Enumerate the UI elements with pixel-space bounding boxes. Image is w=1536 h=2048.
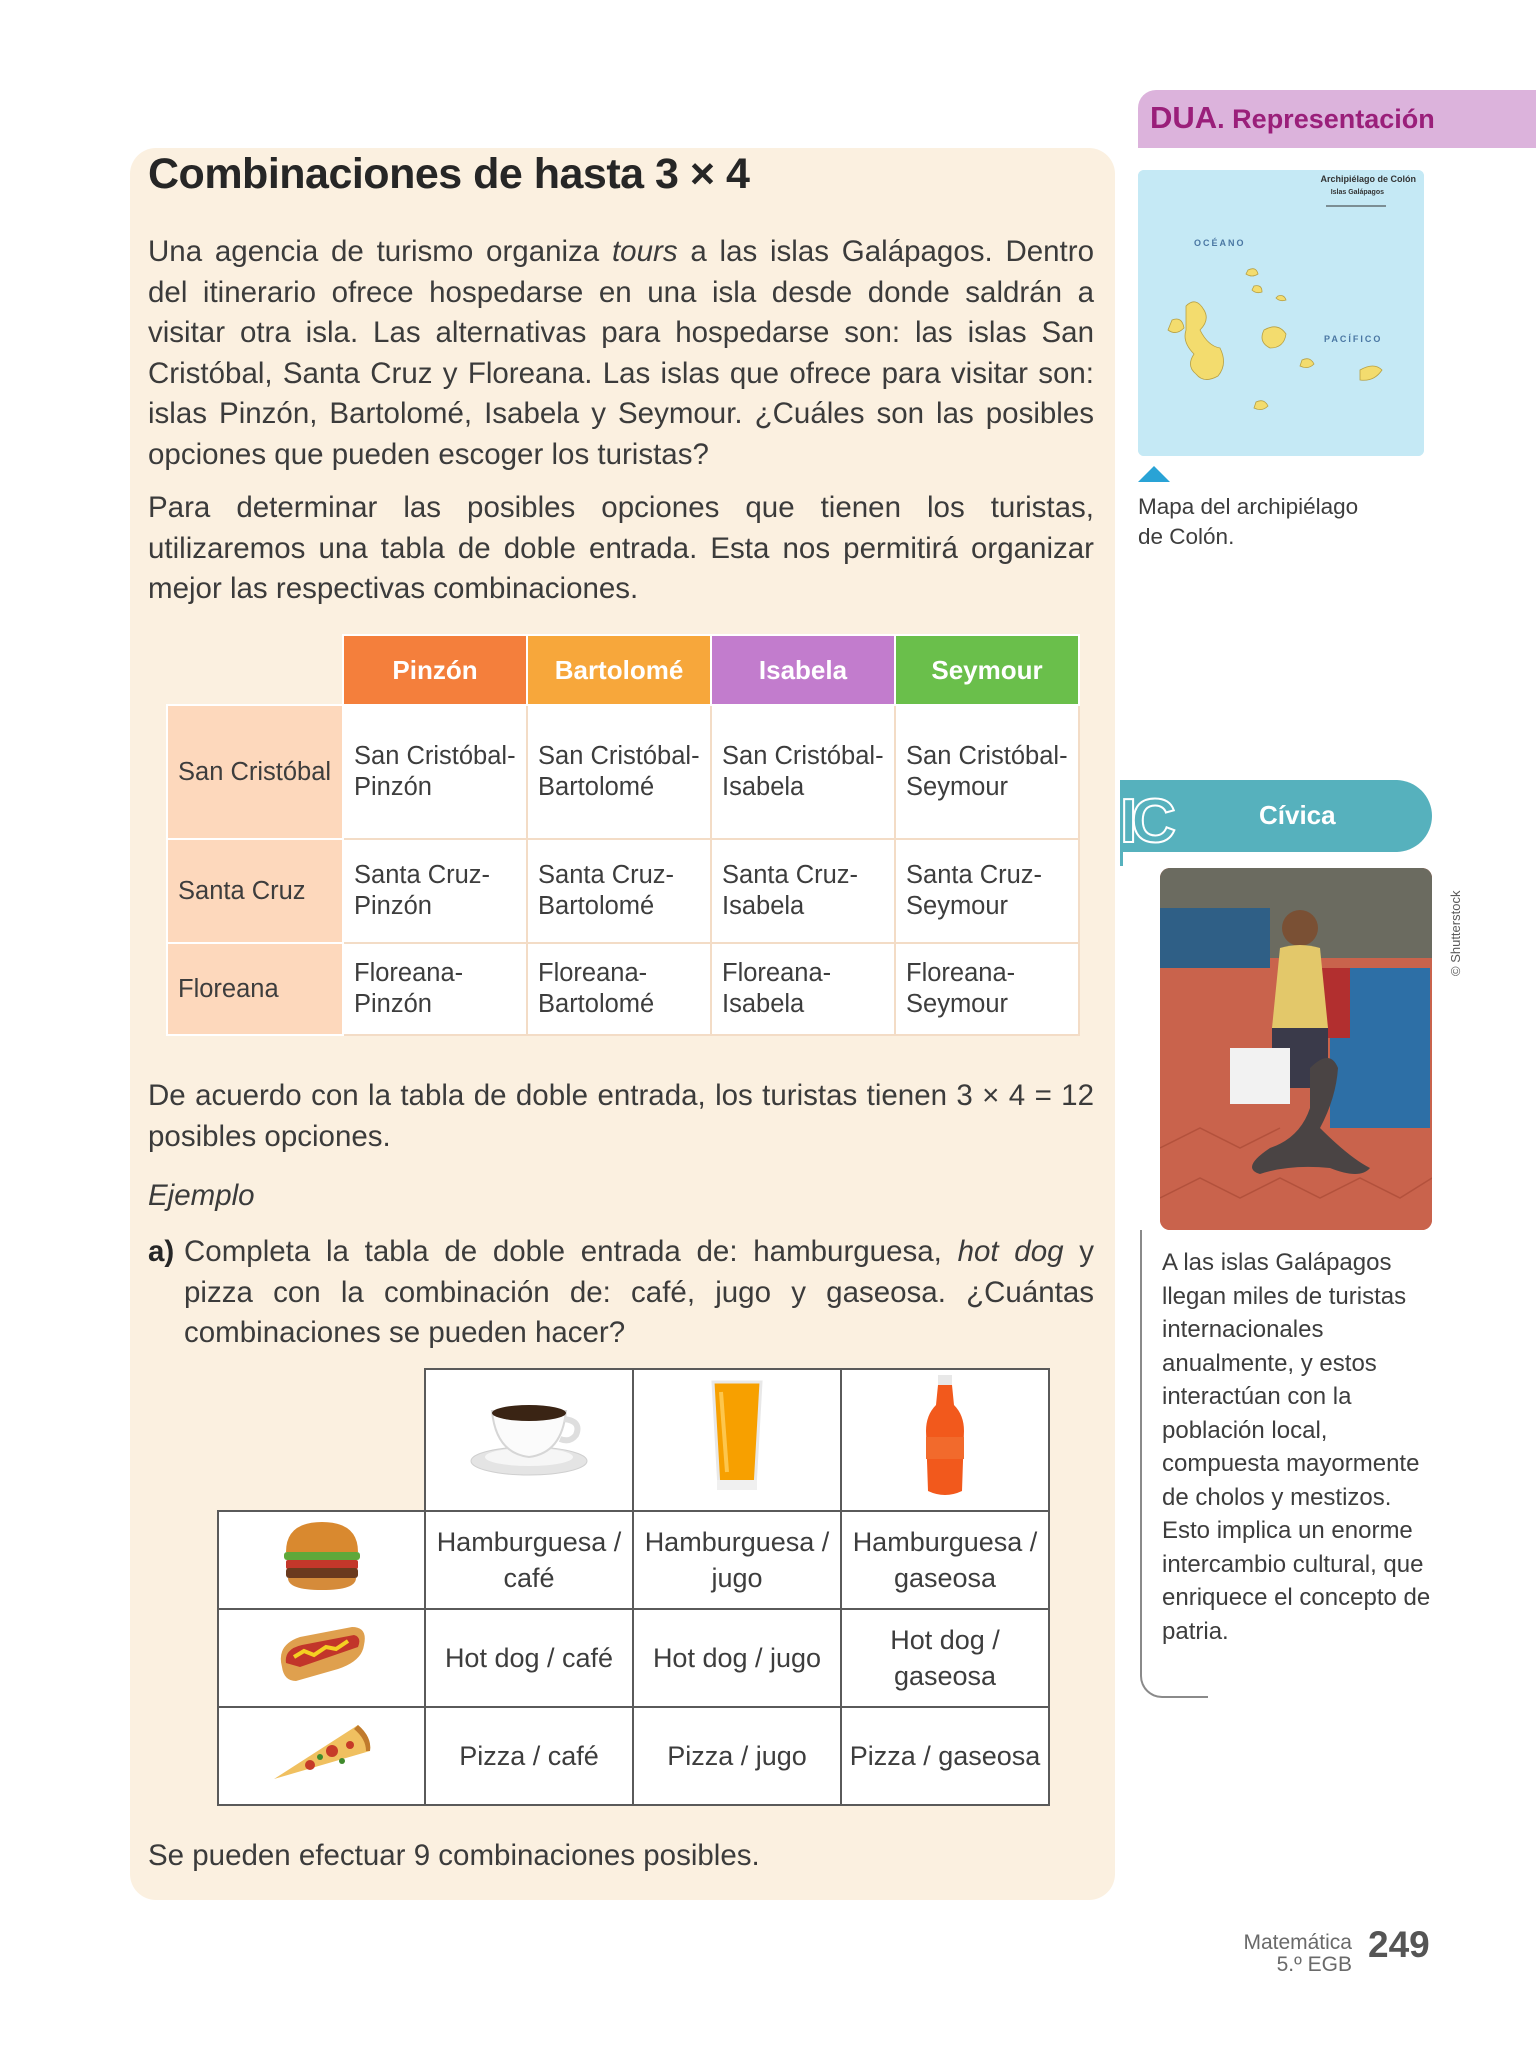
col-header-pinzon: Pinzón [343,635,527,705]
dua-label: DUA. Representación [1150,100,1435,135]
table-cell: Pizza / gaseosa [841,1707,1049,1805]
table-cell: San Cristóbal-Seymour [895,705,1079,839]
food-table [217,1368,1050,1806]
soda-bottle-icon [841,1369,1049,1511]
map-title: Archipiélago de Colón [1320,174,1416,184]
col-header-bartolome: Bartolomé [527,635,711,705]
conclusion-paragraph: Se pueden efectuar 9 combinaciones posibles. [148,1839,760,1872]
table-cell: Santa Cruz-Isabela [711,839,895,943]
hamburger-icon [218,1511,425,1609]
table-cell: Hot dog / jugo [633,1609,841,1707]
civic-label: Cívica [1259,800,1336,830]
coffee-cup-icon [425,1369,633,1511]
pizza-slice-icon [218,1707,425,1805]
col-header-seymour: Seymour [895,635,1079,705]
table-cell: Floreana-Isabela [711,943,895,1035]
row-header-floreana: Floreana [167,943,343,1035]
example-letter: a) [148,1235,175,1268]
table-cell: Floreana-Bartolomé [527,943,711,1035]
footer-subject: Matemática 5.º EGB [1243,1931,1352,1976]
example-paragraph: a) Completa la tabla de doble entrada de: hamburguesa, hot dog y pizza con la combinación de: café, jugo y gaseosa. ¿Cuántas combinaciones se pueden hacer? [148,1232,1094,1354]
table-cell: Santa Cruz-Pinzón [343,839,527,943]
civic-abbrev: IC [1120,787,1170,856]
hot-dog-icon [218,1609,425,1707]
table-cell: Santa Cruz-Seymour [895,839,1079,943]
table-cell: Floreana-Pinzón [343,943,527,1035]
table-cell: Pizza / jugo [633,1707,841,1805]
col-header-isabela: Isabela [711,635,895,705]
civic-text: A las islas Galápagos llegan miles de turistas internacionales anualmente, y estos interactúan con la población local, compuesta mayormente de cholos y mestizos. Esto implica un enorme intercambio cultural, que enriquece el concepto de patria. [1162,1249,1431,1645]
method-paragraph: Para determinar las posibles opciones que tienen los turistas, utilizaremos una tabla de doble entrada. Esta nos permitirá organizar mejor las respectivas combinaciones. [148,491,1094,605]
map-subtitle: Islas Galápagos [1330,189,1384,196]
page-title: Combinaciones de hasta 3 × 4 [148,150,750,198]
table-cell: San Cristóbal-Isabela [711,705,895,839]
result-paragraph: De acuerdo con la tabla de doble entrada, los turistas tienen 3 × 4 = 12 posibles opciones. [148,1079,1094,1153]
map-ocean-label: OCÉANO [1194,238,1246,248]
table-cell: Hamburguesa / gaseosa [841,1511,1049,1609]
table-cell: San Cristóbal-Bartolomé [527,705,711,839]
intro-paragraph: Una agencia de turismo organiza tours a las islas Galápagos. Dentro del itinerario ofrece hospedarse en una isla desde donde saldrán a visitar otra isla. Las alternativas para hospedarse son: las islas San Cristóbal, Santa Cruz y Floreana. Las islas que ofrece para visitar son: islas Pinzón, Bartolomé, Isabela y Seymour. ¿Cuáles son las posibles opciones que pueden escoger los turistas? [148,235,1094,471]
orange-juice-glass-icon [633,1369,841,1511]
page-number: 249 [1368,1924,1430,1965]
table-cell: San Cristóbal-Pinzón [343,705,527,839]
table-cell: Hot dog / gaseosa [841,1609,1049,1707]
table-cell: Hamburguesa / café [425,1511,633,1609]
map-caption: Mapa del archipiélago de Colón. [1138,494,1359,549]
sea-lion-market-photo [1160,868,1432,1230]
map-pacific-label: PACÍFICO [1324,334,1383,344]
table-cell: Hamburguesa / jugo [633,1511,841,1609]
islands-table [166,634,1080,1036]
table-cell: Santa Cruz-Bartolomé [527,839,711,943]
table-cell: Hot dog / café [425,1609,633,1707]
table-cell: Floreana-Seymour [895,943,1079,1035]
caption-pointer-icon [1138,466,1170,482]
example-heading: Ejemplo [148,1179,255,1212]
galapagos-map [1138,170,1424,456]
row-header-san-cristobal: San Cristóbal [167,705,343,839]
photo-credit: © Shutterstock [1448,890,1463,976]
table-cell: Pizza / café [425,1707,633,1805]
row-header-santa-cruz: Santa Cruz [167,839,343,943]
